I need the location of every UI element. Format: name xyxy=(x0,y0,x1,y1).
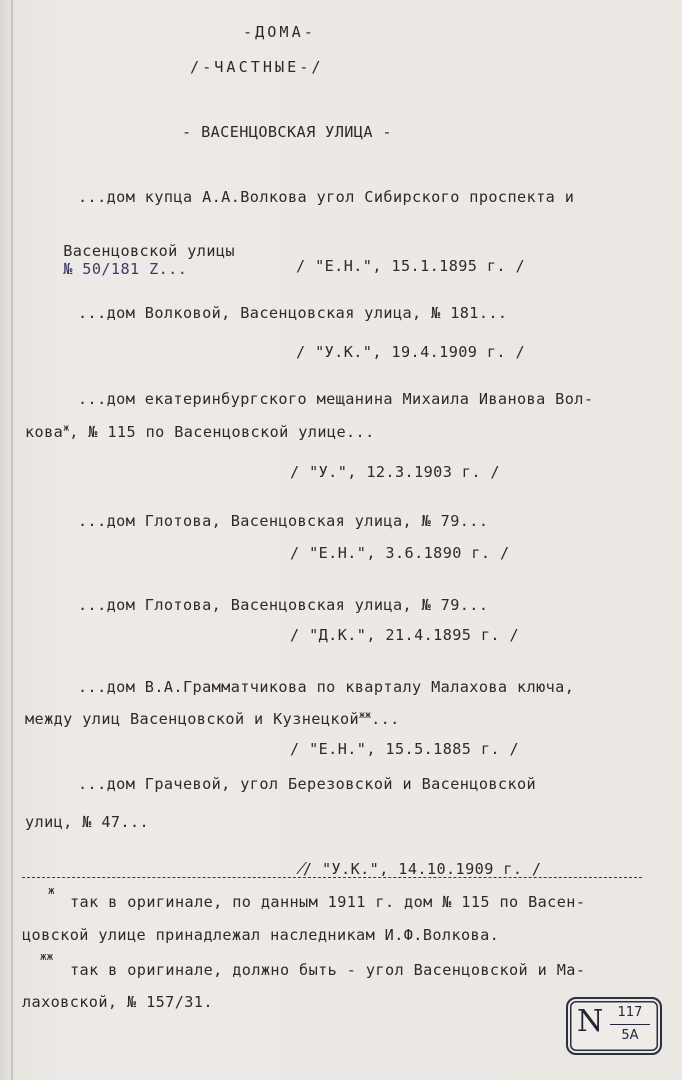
entry-7-source xyxy=(262,841,541,896)
entry-1-line-2 xyxy=(25,224,235,296)
entry-1-line-1: ...дом купца А.А.Волкова угол Сибирского проспекта и xyxy=(78,188,575,206)
entry-1-source: / "Е.Н.", 15.1.1895 г. / xyxy=(296,257,526,275)
entry-5-line-1: ...дом Глотова, Васенцовская улица, № 79... xyxy=(78,596,489,614)
entry-3-footnote-mark: ж xyxy=(63,423,70,434)
entry-6-source: / "Е.Н.", 15.5.1885 г. / xyxy=(290,740,520,758)
entry-2-source: / "У.К.", 19.4.1909 г. / xyxy=(296,343,526,361)
entry-4-line-1: ...дом Глотова, Васенцовская улица, № 79... xyxy=(78,512,489,530)
footnote-1-mark: ж xyxy=(48,884,55,897)
entry-7-line-2: улиц, № 47... xyxy=(25,813,150,831)
page-fold-shadow xyxy=(11,0,13,1080)
entry-3-text-a: кова xyxy=(25,423,64,441)
entry-7-line-1: ...дом Грачевой, угол Березовской и Васенцовской xyxy=(78,775,537,793)
entry-2-line-1: ...дом Волковой, Васенцовская улица, № 181... xyxy=(78,304,508,322)
entry-6-text-a: между улиц Васенцовской и Кузнецкой xyxy=(25,710,360,728)
entry-5-source: / "Д.К.", 21.4.1895 г. / xyxy=(290,626,520,644)
entry-4-source: / "Е.Н.", 3.6.1890 г. / xyxy=(290,544,510,562)
entry-6-line-2 xyxy=(25,710,400,728)
entry-1-handwritten-number: № 50/181 Z... xyxy=(63,260,188,278)
heading-chastnye: /-ЧАСТНЫЕ-/ xyxy=(190,58,324,76)
archive-stamp xyxy=(566,997,662,1055)
heading-street: - ВАСЕНЦОВСКАЯ УЛИЦА - xyxy=(182,123,392,141)
pencil-tick-icon: ⁄ xyxy=(300,859,303,878)
entry-7-source-text: / "У.К.", 14.10.1909 г. / xyxy=(302,860,542,878)
footnote-separator xyxy=(22,877,642,878)
footnote-2-line-1: так в оригинале, должно быть - угол Васенцовской и Ма- xyxy=(70,961,586,979)
entry-6-footnote-mark: жж xyxy=(359,710,372,721)
entry-3-line-1: ...дом екатеринбургского мещанина Михаила Иванова Вол- xyxy=(78,390,594,408)
stamp-fraction-bar xyxy=(610,1024,650,1025)
entry-3-text-b: , № 115 по Васенцовской улице... xyxy=(69,423,375,441)
footnote-1-line-2: цовской улице принадлежал наследникам И.Ф.Волкова. xyxy=(22,926,500,944)
entry-3-source: / "У.", 12.3.1903 г. / xyxy=(290,463,500,481)
stamp-number-top: 117 xyxy=(617,1005,643,1020)
entry-1-street-text: Васенцовской улицы xyxy=(63,242,235,260)
entry-6-text-b: ... xyxy=(371,710,400,728)
entry-6-line-1: ...дом В.А.Грамматчикова по кварталу Малахова ключа, xyxy=(78,678,575,696)
footnote-2-line-2: лаховской, № 157/31. xyxy=(22,993,213,1011)
footnote-1-line-1: так в оригинале, по данным 1911 г. дом № 115 по Васен- xyxy=(70,893,586,911)
footnote-2-mark: жж xyxy=(40,950,54,963)
stamp-number-symbol: N xyxy=(577,1004,604,1039)
entry-3-line-2 xyxy=(25,423,375,441)
heading-doma: -ДОМА- xyxy=(243,23,316,41)
stamp-number-bottom: 5А xyxy=(621,1028,639,1043)
